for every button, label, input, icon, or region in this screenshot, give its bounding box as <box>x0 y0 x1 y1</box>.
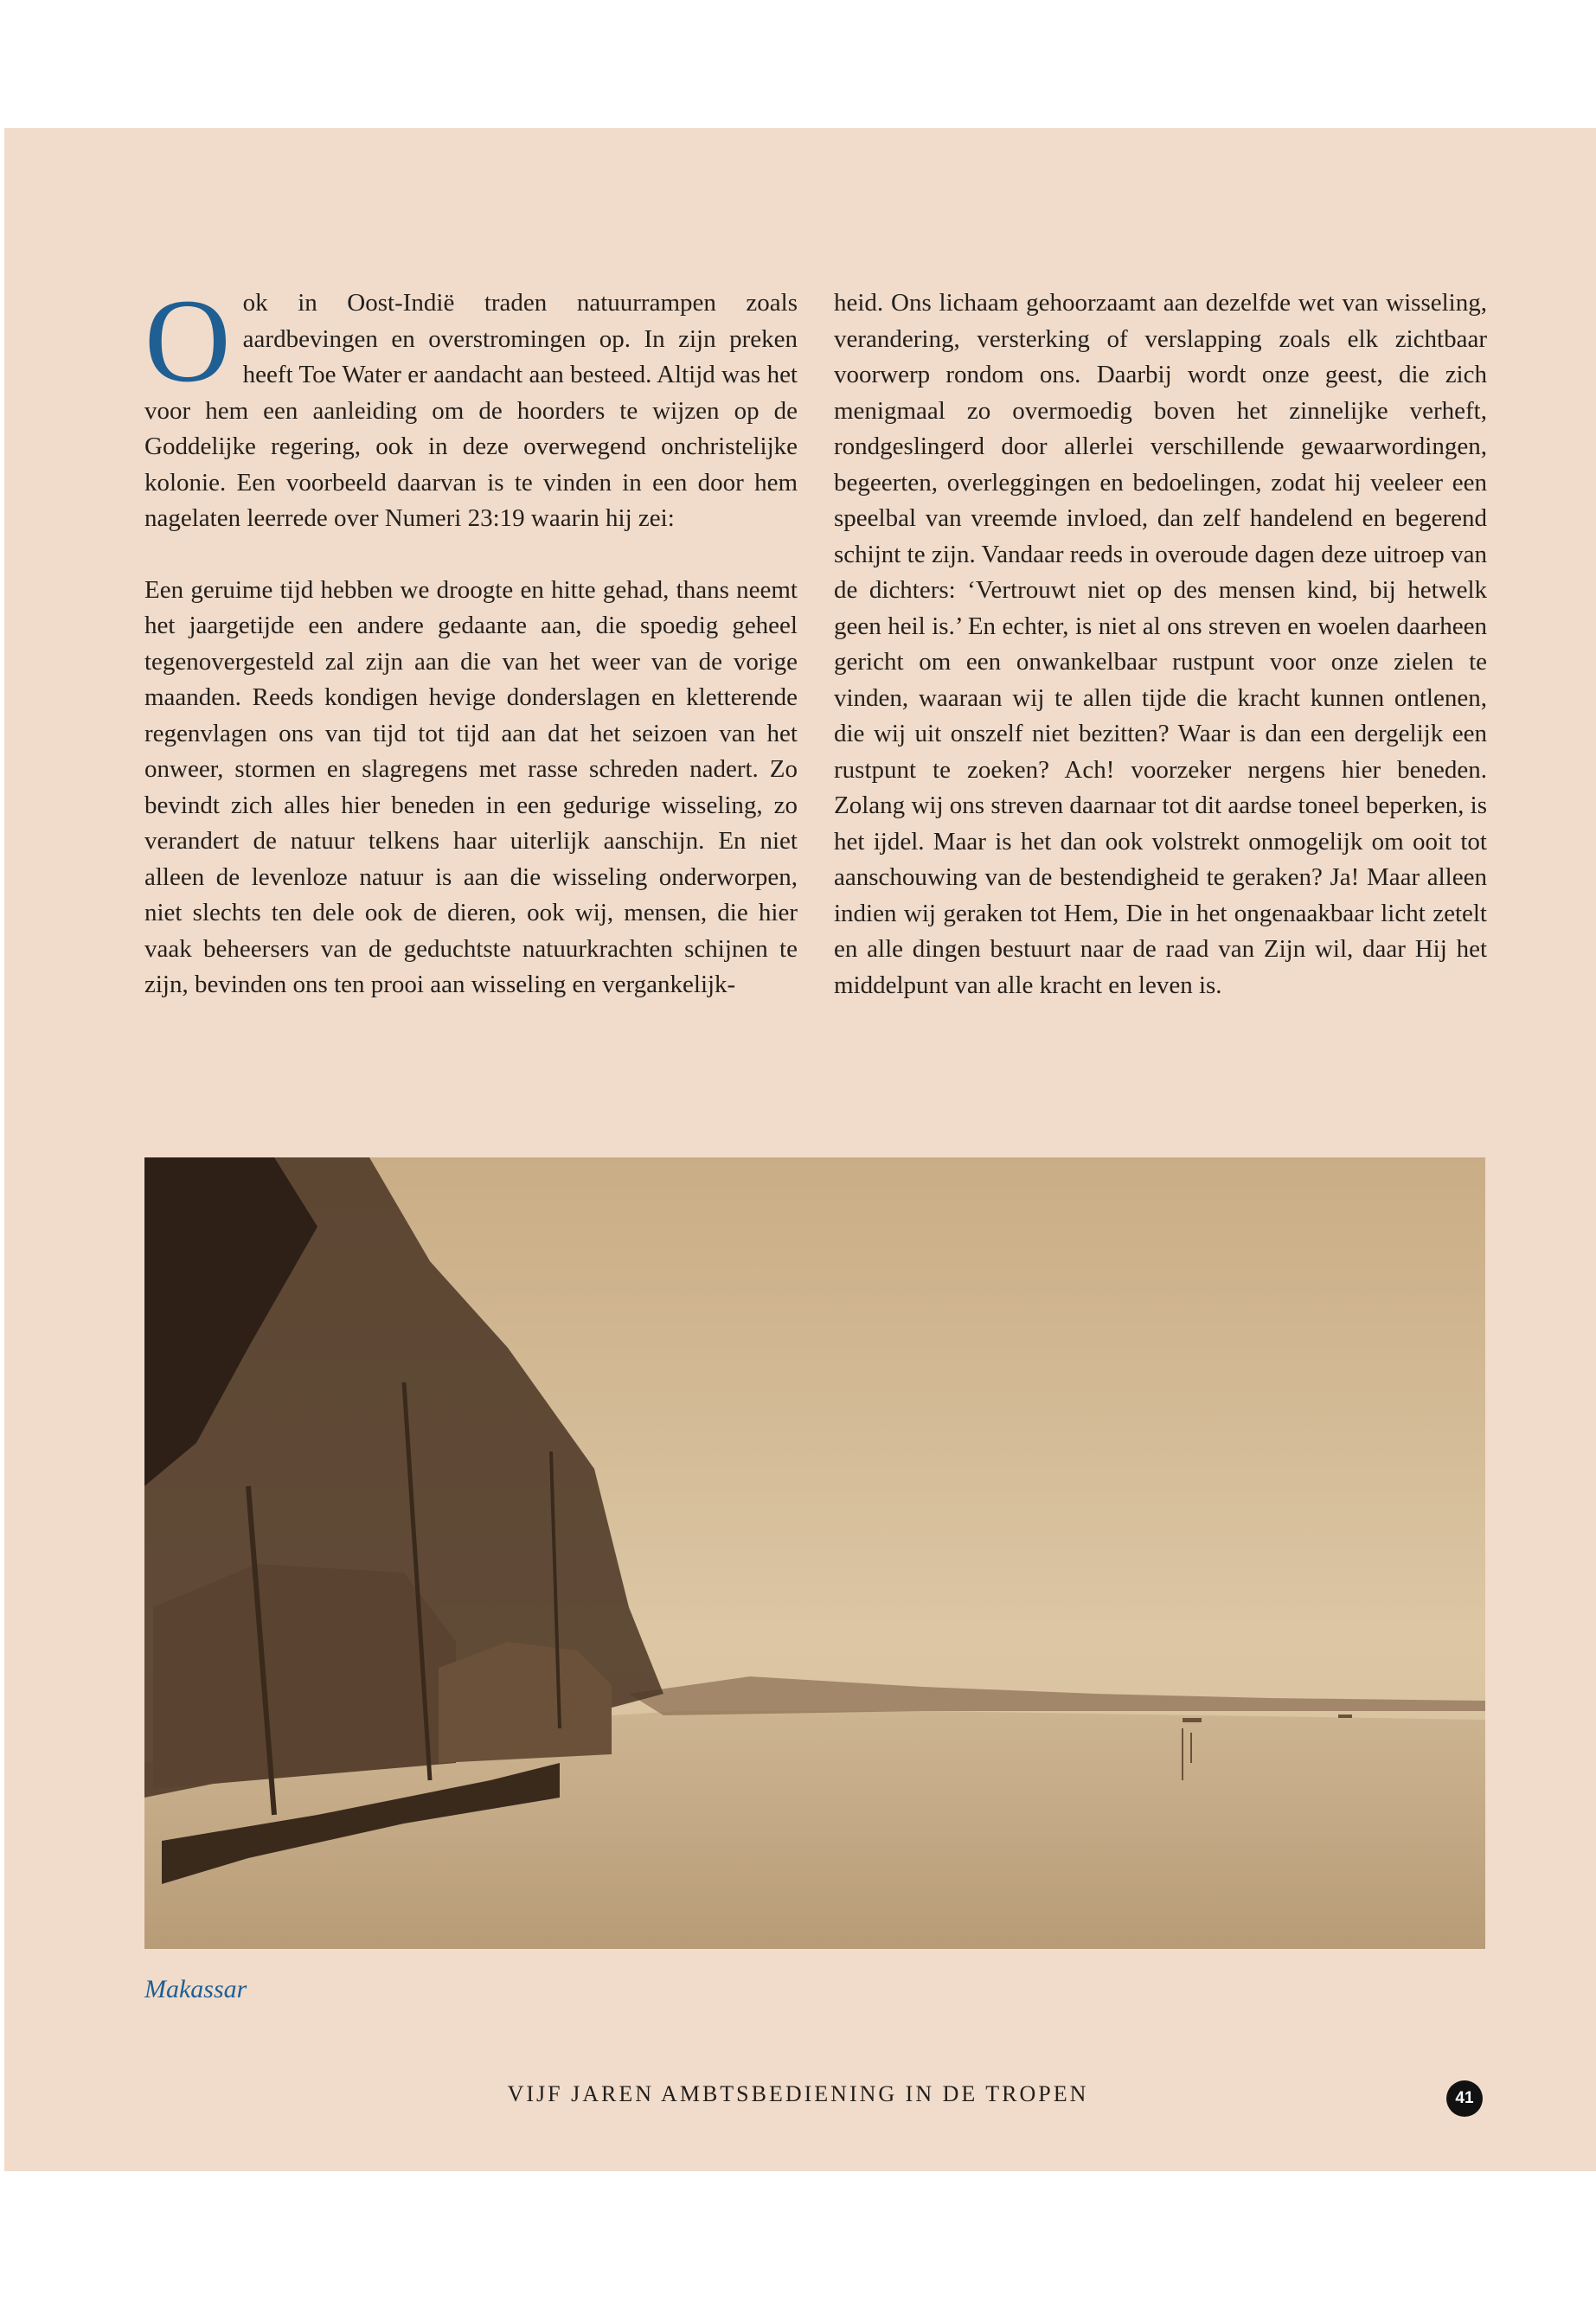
sermon-quote: Een geruime tijd hebben we droogte en hitte gehad, thans neemt het jaargetijde een andere gedaante aan, die spoedig geheel tegenovergesteld zal zijn aan die van het weer van de vorige maanden. Reeds kondigen hevige donderslagen en kletterende regenvlagen ons van tijd tot tijd aan dat het seizoen van het onweer, stormen en slagregens met rasse schreden nadert. Zo bevindt zich alles hier beneden in een gedurige wisseling, zo verandert de natuur telkens haar uiterlijk aanschijn. En niet alleen de levenloze natuur is aan die wisseling onderworpen, niet slechts ten dele ook de dieren, ook wij, mensen, die hier vaak beheersers van de geduchtste natuurkrachten schijnen te zijn, bevinden ons ten prooi aan wisseling en vergankelijk- <box>144 575 798 998</box>
right-column <box>834 285 1487 1003</box>
makassar-photograph <box>144 1157 1485 1949</box>
drop-cap: O <box>144 274 231 407</box>
running-footer: VIJF JAREN AMBTSBEDIENING IN DE TROPEN <box>507 2081 1089 2106</box>
intro-paragraph <box>144 274 798 537</box>
sermon-quote-continued: heid. Ons lichaam gehoorzaamt aan dezelfde wet van wisseling, verandering, versterking of verslapping zoals elk zichtbaar voorwerp rondom ons. Daarbij wordt onze geest, die zich menigmaal zo overmoedig boven het zinnelijke verheft, rondgeslingerd door allerlei verschillende gewaarwordingen, begeerten, overleggingen en bedoelingen, zodat hij veeleer een speelbal van vreemde invloed, dan zelf handelend en begerend schijnt te zijn. Vandaar reeds in overoude dagen deze uitroep van de dichters: ‘Vertrouwt niet op des mensen kind, bij hetwelk geen heil is.’ En echter, is niet al ons streven en woelen daarheen gericht om een onwankelbaar rustpunt voor onze zielen te vinden, waaraan wij te allen tijde die kracht kunnen ontlenen, die wij uit onszelf niet bezitten? Waar is dan een dergelijk een rustpunt te zoeken? Ach! voorzeker nergens hier beneden. Zolang wij ons streven daarnaar tot dit aardse toneel beperken, is het ijdel. Maar is het dan ook volstrekt onmogelijk om ooit tot aanschouwing van de bestendigheid te geraken? Ja! Maar alleen indien wij geraken tot Hem, Die in het ongenaakbaar licht zetelt en alle dingen bestuurt naar de raad van Zijn wil, daar Hij het middelpunt van alle kracht en leven is. <box>834 289 1487 999</box>
hut-roofs <box>153 1564 456 1789</box>
page-number: 41 <box>1446 2080 1483 2117</box>
left-column <box>144 274 798 1003</box>
intro-text: ok in Oost-Indië traden natuurrampen zoals aardbevingen en overstromingen op. In zijn preken heeft Toe Water er aandacht aan besteed. Altijd was het voor hem een aanleiding om de hoorders te wijzen op de Goddelijke regering, ook in deze overwegend onchristelijke kolonie. Een voorbeeld daarvan is te vinden in een door hem nagelaten leerrede over Numeri 23:19 waarin hij zei: <box>144 289 798 532</box>
photo-caption: Makassar <box>144 1975 247 2003</box>
stilt-huts <box>439 1642 612 1763</box>
